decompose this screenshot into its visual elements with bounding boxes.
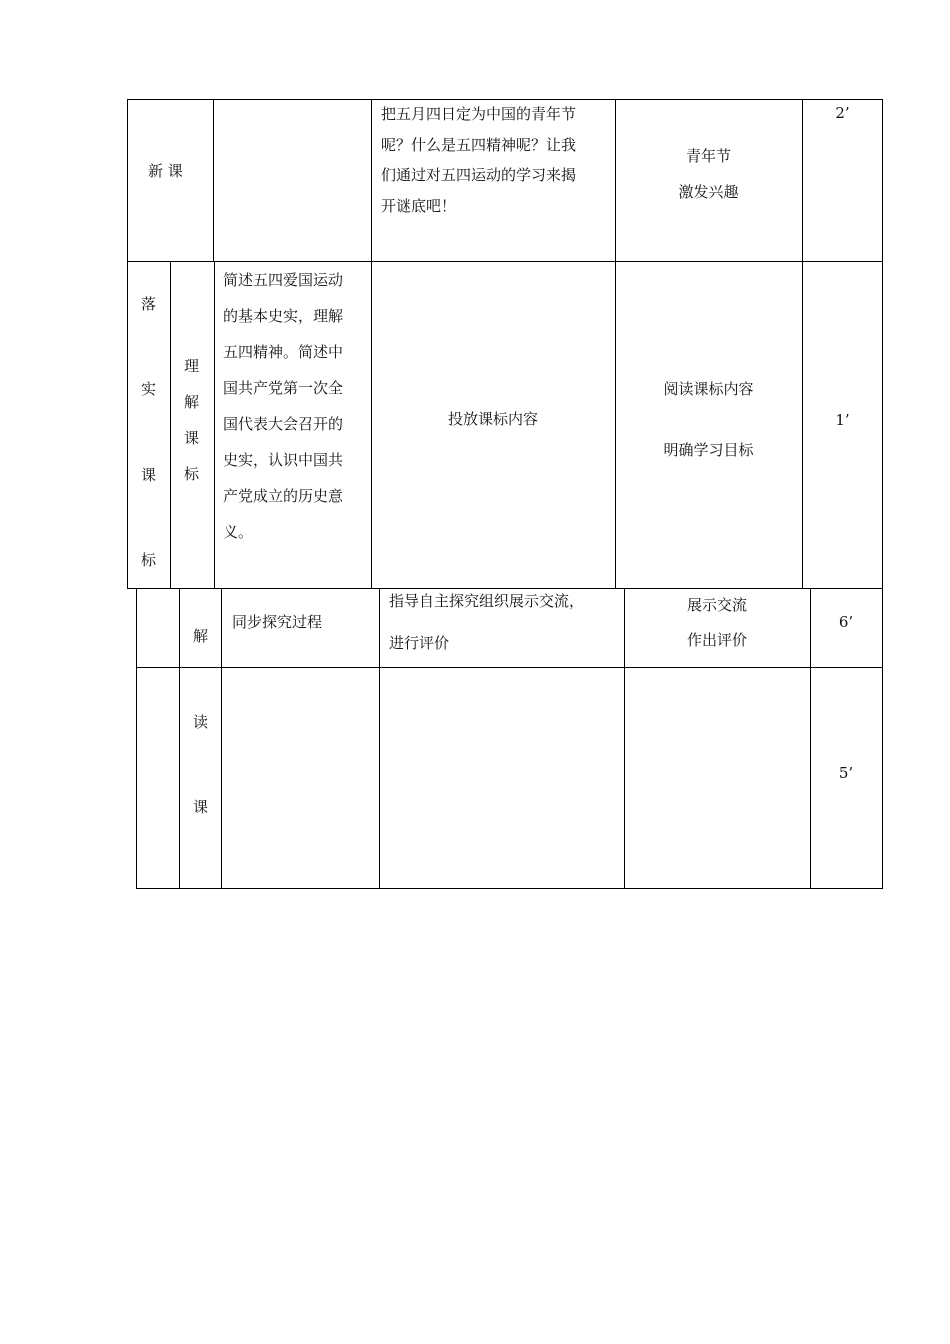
upper-col-line — [214, 261, 215, 589]
explore-step-char: 课 — [193, 798, 209, 816]
intro-student-2: 激发兴趣 — [678, 183, 739, 201]
explore-time: 6’ — [838, 613, 854, 631]
explore-step-char: 读 — [193, 713, 209, 731]
blank-row-time: 5’ — [838, 764, 854, 782]
upper-col-line — [615, 99, 616, 589]
stage-char: 标 — [141, 551, 157, 569]
explore-student-2: 作出评价 — [686, 631, 747, 649]
explore-content: 同步探究过程 — [232, 613, 323, 631]
standard-line: 国共产党第一次全 — [223, 379, 344, 397]
standard-line: 五四精神。简述中 — [223, 343, 344, 361]
explore-student-1: 展示交流 — [686, 596, 747, 614]
intro-content — [381, 99, 576, 221]
explore-teacher-2: 进行评价 — [389, 634, 450, 652]
stage-char: 课 — [141, 466, 157, 484]
lower-col-line — [179, 589, 180, 889]
intro-line: 呢？什么是五四精神呢？让我 — [381, 135, 577, 154]
lower-right-border — [882, 589, 883, 889]
lower-left-border — [136, 589, 137, 889]
standard-line: 义。 — [223, 523, 254, 541]
lower-col-line — [379, 589, 380, 889]
standard-student-1: 阅读课标内容 — [663, 380, 754, 398]
standard-content — [223, 262, 343, 550]
intro-line: 把五月四日定为中国的青年节 — [381, 105, 577, 123]
step-char: 解 — [184, 393, 200, 411]
stage-char: 实 — [141, 380, 157, 398]
stage-char: 落 — [141, 295, 157, 313]
step-char: 课 — [184, 429, 200, 447]
step-char: 标 — [184, 465, 200, 483]
standard-line: 简述五四爱国运动 — [223, 271, 344, 289]
explore-step-char: 解 — [193, 627, 209, 645]
standard-teacher: 投放课标内容 — [447, 410, 538, 428]
standard-line: 产党成立的历史意 — [223, 487, 344, 505]
lower-col-line — [221, 589, 222, 889]
lower-col-line — [810, 589, 811, 889]
intro-student-1: 青年节 — [685, 147, 731, 165]
upper-col-line — [802, 99, 803, 589]
standard-time: 1’ — [835, 411, 850, 429]
upper-col-line — [213, 99, 214, 262]
upper-col-line — [371, 99, 372, 589]
explore-teacher-1: 指导自主探究组织展示交流， — [389, 592, 585, 610]
step-char: 理 — [184, 357, 200, 375]
standard-line: 国代表大会召开的 — [223, 415, 344, 433]
upper-col-line — [170, 261, 171, 589]
lower-row-divider — [136, 667, 883, 668]
lower-bottom-border — [136, 888, 883, 889]
intro-time: 2’ — [835, 104, 850, 122]
standard-line: 的基本史实，理解 — [223, 307, 344, 325]
intro-line: 们通过对五四运动的学习来揭 — [381, 166, 577, 184]
intro-line: 开谜底吧！ — [381, 196, 457, 215]
intro-stage-label: 新 课 — [148, 162, 183, 180]
standard-line: 史实，认识中国共 — [223, 451, 344, 469]
standard-student-2: 明确学习目标 — [663, 441, 754, 459]
